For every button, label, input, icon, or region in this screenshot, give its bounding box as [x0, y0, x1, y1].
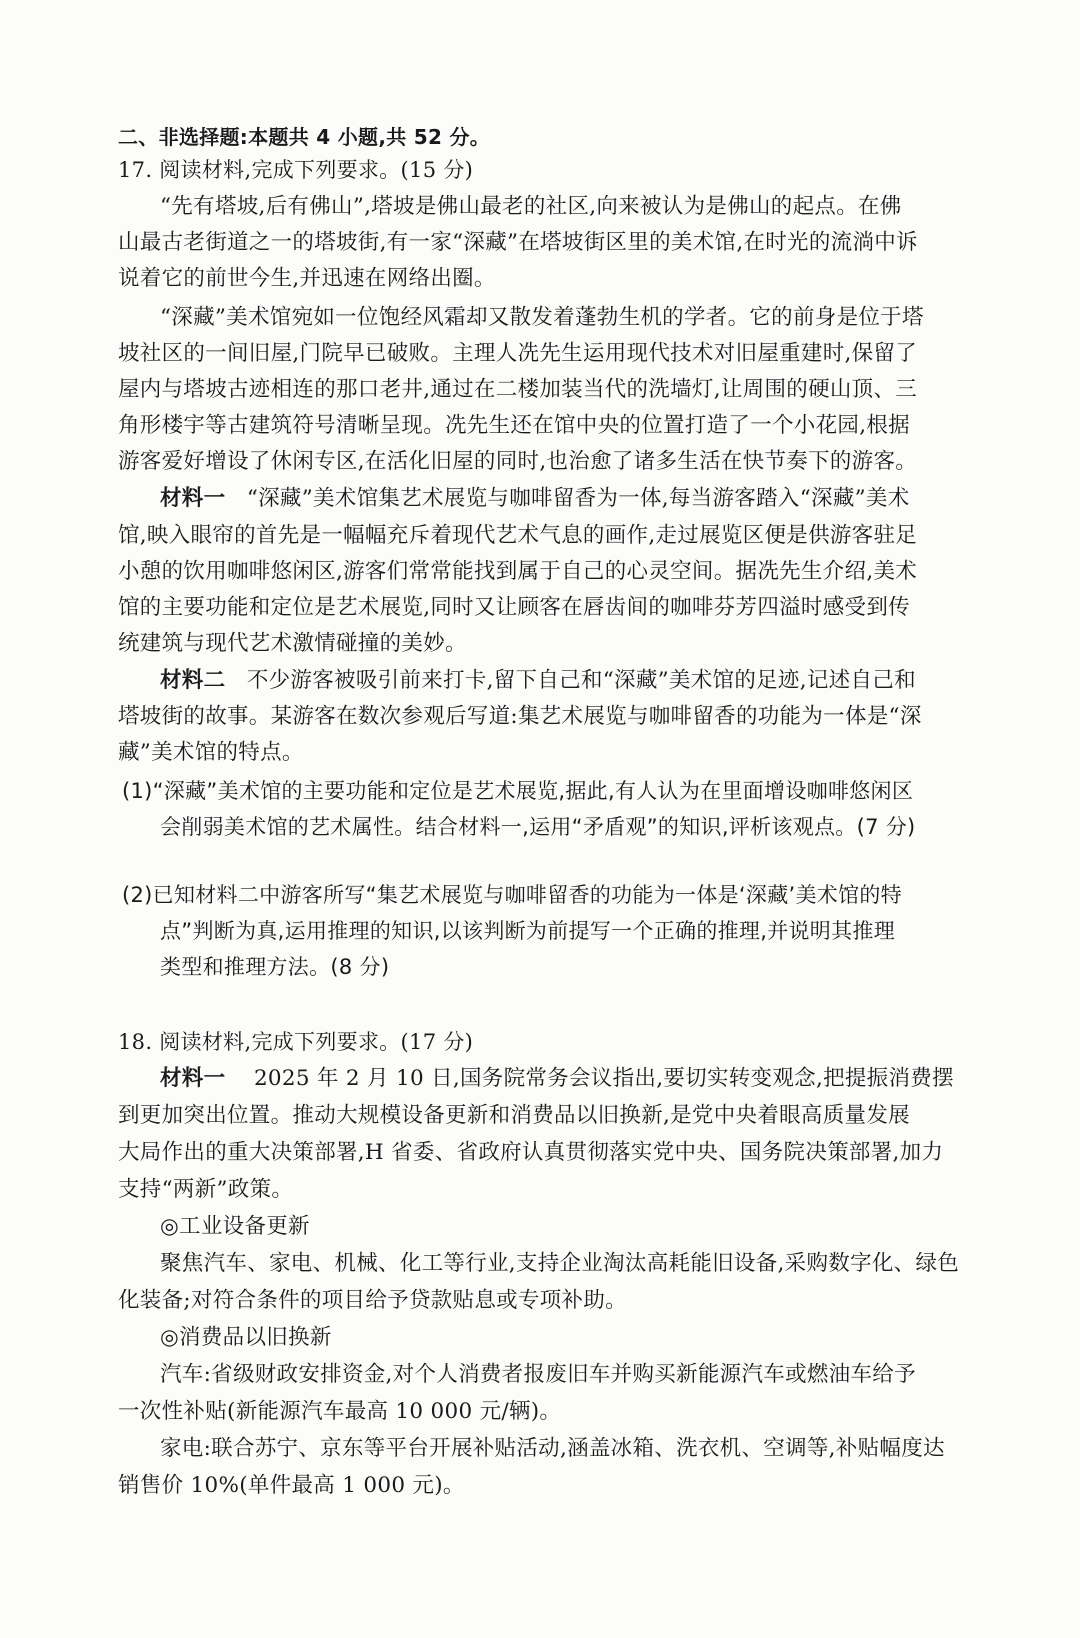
q17-intro-p2-line3: 屋内与塔坡古迹相连的那口老井,通过在二楼加装当代的洗墙灯,让周围的硬山顶、三	[118, 377, 918, 402]
q17-material1-line5: 统建筑与现代艺术激情碰撞的美妙。	[118, 631, 467, 656]
q17-sub1-line1: (1)“深藏”美术馆的主要功能和定位是艺术展览,据此,有人认为在里面增设咖啡悠闲区	[122, 779, 914, 803]
q17-sub2-line2: 点”判断为真,运用推理的知识,以该判断为前提写一个正确的推理,并说明其推理	[160, 919, 896, 943]
q18-item1-line2: 化装备;对符合条件的项目给予贷款贴息或专项补助。	[118, 1288, 627, 1313]
q17-intro-p1-line1: “先有塔坡,后有佛山”,塔坡是佛山最老的社区,向来被认为是佛山的起点。在佛	[160, 194, 902, 219]
q17-sub1-line2: 会削弱美术馆的艺术属性。结合材料一,运用“矛盾观”的知识,评析该观点。(7 分)	[160, 815, 916, 839]
q17-material1-line1	[160, 484, 910, 514]
q17-intro-p2-line2: 坡社区的一间旧屋,门院早已破败。主理人冼先生运用现代技术对旧屋重建时,保留了	[118, 341, 918, 366]
q17-intro-p2-line1: “深藏”美术馆宛如一位饱经风霜却又散发着蓬勃生机的学者。它的前身是位于塔	[160, 305, 924, 330]
q18-car-line1: 汽车:省级财政安排资金,对个人消费者报废旧车并购买新能源汽车或燃油车给予	[160, 1362, 916, 1387]
q17-sub2-line1: (2)已知材料二中游客所写“集艺术展览与咖啡留香的功能为一体是‘深藏’美术馆的特	[122, 883, 902, 907]
q17-material1-line2: 馆,映入眼帘的首先是一幅幅充斥着现代艺术气息的画作,走过展览区便是供游客驻足	[118, 523, 918, 548]
q18-material1-label: 材料一	[160, 1066, 226, 1091]
q18-material1-line1	[160, 1064, 954, 1094]
q17-material2-line2: 塔坡街的故事。某游客在数次参观后写道:集艺术展览与咖啡留香的功能为一体是“深	[118, 704, 922, 729]
q17-material2-line3: 藏”美术馆的特点。	[118, 740, 304, 765]
q17-intro-p2-line4: 角形楼宇等古建筑符号清晰呈现。冼先生还在馆中央的位置打造了一个小花园,根据	[118, 413, 910, 438]
q17-material1-line4: 馆的主要功能和定位是艺术展览,同时又让顾客在唇齿间的咖啡芬芳四溢时感受到传	[118, 595, 910, 620]
q17-intro-p2-line5: 游客爱好增设了休闲专区,在活化旧屋的同时,也治愈了诸多生活在快节奏下的游客。	[118, 449, 918, 474]
q17-material1-line3: 小憩的饮用咖啡悠闲区,游客们常常能找到属于自己的心灵空间。据冼先生介绍,美术	[118, 559, 918, 584]
q18-heading: 18. 阅读材料,完成下列要求。(17 分)	[118, 1030, 474, 1054]
q18-material1-line2: 到更加突出位置。推动大规模设备更新和消费品以旧换新,是党中央着眼高质量发展	[118, 1103, 910, 1128]
section-title: 二、非选择题:本题共 4 小题,共 52 分。	[118, 125, 491, 149]
q17-heading: 17. 阅读材料,完成下列要求。(15 分)	[118, 158, 474, 182]
q18-material1-text1: 2025 年 2 月 10 日,国务院常务会议指出,要切实转变观念,把提振消费摆	[253, 1066, 954, 1091]
q17-material1-label: 材料一	[160, 486, 226, 511]
q18-item2-title: ◎消费品以旧换新	[160, 1325, 332, 1350]
q17-sub2-line3: 类型和推理方法。(8 分)	[160, 955, 390, 979]
q18-material1-line4: 支持“两新”政策。	[118, 1177, 294, 1202]
q18-appliance-line2: 销售价 10%(单件最高 1 000 元)。	[118, 1473, 465, 1498]
q17-material1-text1: “深藏”美术馆集艺术展览与咖啡留香为一体,每当游客踏入“深藏”美术	[246, 486, 910, 511]
q17-intro-p1-line3: 说着它的前世今生,并迅速在网络出圈。	[118, 266, 496, 291]
q18-item1-title: ◎工业设备更新	[160, 1214, 310, 1239]
q17-material2-text1: 不少游客被吸引前来打卡,留下自己和“深藏”美术馆的足迹,记述自己和	[246, 668, 916, 693]
q17-material2-label: 材料二	[160, 668, 226, 693]
q18-car-line2: 一次性补贴(新能源汽车最高 10 000 元/辆)。	[118, 1399, 562, 1424]
q17-material2-line1	[160, 666, 916, 696]
q18-appliance-line1: 家电:联合苏宁、京东等平台开展补贴活动,涵盖冰箱、洗衣机、空调等,补贴幅度达	[160, 1436, 945, 1461]
q18-material1-line3: 大局作出的重大决策部署,H 省委、省政府认真贯彻落实党中央、国务院决策部署,加力	[118, 1140, 944, 1165]
q18-item1-line1: 聚焦汽车、家电、机械、化工等行业,支持企业淘汰高耗能旧设备,采购数字化、绿色	[160, 1251, 960, 1276]
q17-intro-p1-line2: 山最古老街道之一的塔坡街,有一家“深藏”在塔坡街区里的美术馆,在时光的流淌中诉	[118, 230, 918, 255]
